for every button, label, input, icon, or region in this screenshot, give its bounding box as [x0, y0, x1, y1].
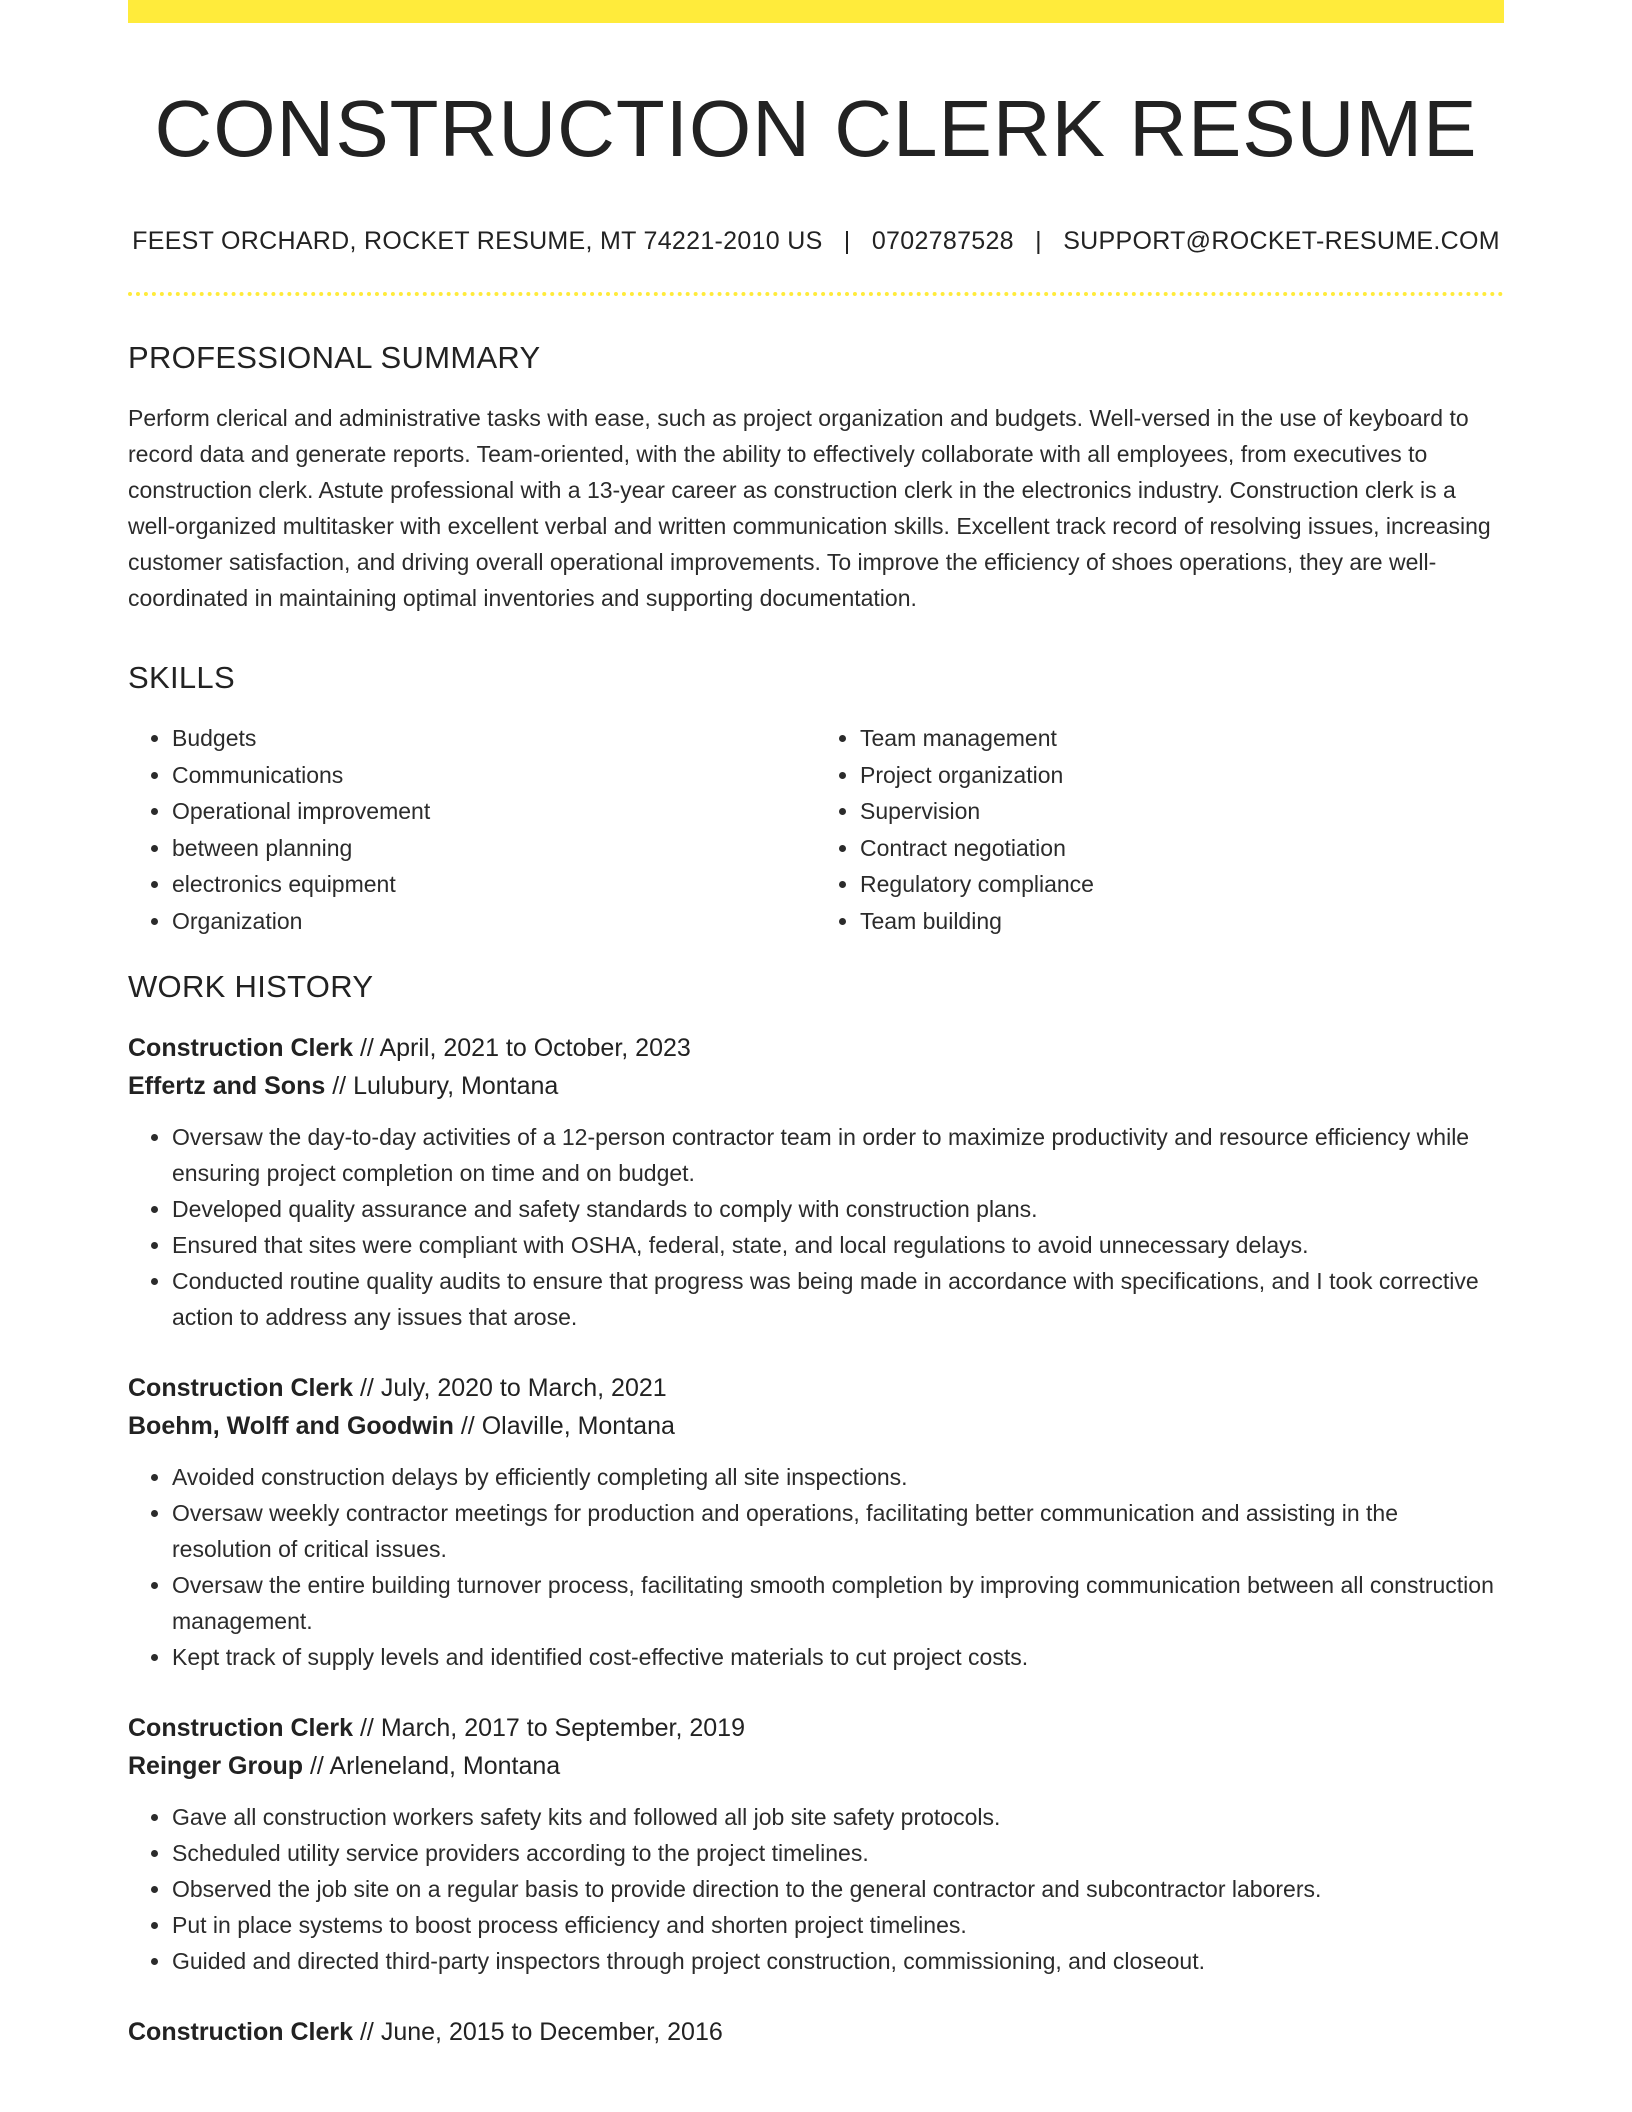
- job-separator: //: [460, 1412, 475, 1440]
- skills-column-left: [128, 720, 816, 939]
- job-title: Construction Clerk: [128, 1034, 354, 1062]
- job-bullet: • Oversaw the day-to-day activities of a 12-person contractor team in order to maximize productivity and resource efficiency while ensuring project completion on time and on budget.: [172, 1119, 1504, 1191]
- summary-heading: PROFESSIONAL SUMMARY: [128, 340, 541, 375]
- skill-item: • electronics equipment: [172, 866, 816, 903]
- job-bullet: • Oversaw weekly contractor meetings for production and operations, facilitating better communication and assisting in the resolution of critical issues.: [172, 1495, 1504, 1567]
- job-company-line: [128, 1067, 1504, 1105]
- job-separator: //: [359, 1034, 374, 1062]
- job-bullet: • Avoided construction delays by efficiently completing all site inspections.: [172, 1459, 1504, 1495]
- job-bullet: • Observed the job site on a regular basis to provide direction to the general contractor and subcontractor laborers.: [172, 1871, 1504, 1907]
- job-company-line: [128, 1747, 1504, 1785]
- job-bullets: [128, 1119, 1504, 1335]
- job-bullets: [128, 1799, 1504, 1979]
- job-dates: April, 2021 to October, 2023: [379, 1034, 691, 1062]
- work-history-heading: WORK HISTORY: [128, 969, 374, 1004]
- page-title: CONSTRUCTION CLERK RESUME: [154, 84, 1478, 173]
- job-bullet: • Oversaw the entire building turnover process, facilitating smooth completion by improving communication between all construction management.: [172, 1567, 1504, 1639]
- contact-address: FEEST ORCHARD, ROCKET RESUME, MT 74221-2010 US: [132, 227, 823, 255]
- job-dates: June, 2015 to December, 2016: [380, 2018, 723, 2046]
- job-bullet: • Developed quality assurance and safety standards to comply with construction plans.: [172, 1191, 1504, 1227]
- contact-line: [128, 227, 1504, 256]
- job-dates: March, 2017 to September, 2019: [380, 1714, 745, 1742]
- job-entry: [128, 1029, 1504, 1335]
- skill-item: • Organization: [172, 903, 816, 940]
- skill-item: • Supervision: [860, 793, 1504, 830]
- job-title-line: [128, 1029, 1504, 1067]
- job-company-line: [128, 1407, 1504, 1445]
- job-bullet: • Guided and directed third-party inspectors through project construction, commissioning, and closeout.: [172, 1943, 1504, 1979]
- skill-item: • Team building: [860, 903, 1504, 940]
- job-company: Reinger Group: [128, 1752, 304, 1780]
- skill-item: • Regulatory compliance: [860, 866, 1504, 903]
- job-bullet: • Scheduled utility service providers according to the project timelines.: [172, 1835, 1504, 1871]
- job-title: Construction Clerk: [128, 1714, 354, 1742]
- resume-page: [128, 0, 1504, 2085]
- job-bullet: • Put in place systems to boost process efficiency and shorten project timelines.: [172, 1907, 1504, 1943]
- job-separator: //: [332, 1072, 347, 1100]
- contact-email: SUPPORT@ROCKET-RESUME.COM: [1063, 227, 1500, 255]
- skill-item: • Budgets: [172, 720, 816, 757]
- job-entry: [128, 1369, 1504, 1675]
- job-location: Olaville, Montana: [481, 1412, 675, 1440]
- skills-list: [128, 720, 1504, 939]
- job-dates: July, 2020 to March, 2021: [380, 1374, 667, 1402]
- skill-item: • Team management: [860, 720, 1504, 757]
- job-title: Construction Clerk: [128, 1374, 354, 1402]
- job-location: Lulubury, Montana: [353, 1072, 559, 1100]
- skill-item: • Project organization: [860, 757, 1504, 794]
- job-location: Arleneland, Montana: [329, 1752, 561, 1780]
- job-bullet: • Kept track of supply levels and identified cost-effective materials to cut project costs.: [172, 1639, 1504, 1675]
- job-bullet: • Ensured that sites were compliant with OSHA, federal, state, and local regulations to avoid unnecessary delays.: [172, 1227, 1504, 1263]
- job-title-line: [128, 1709, 1504, 1747]
- summary-text: Perform clerical and administrative tasks with ease, such as project organization and budgets. Well-versed in the use of keyboard to record data and generate reports. Team-oriented, with the ability to effectively collaborate with all employees, from executives to construction clerk. Astute professional with a 13-year career as construction clerk in the electronics industry. Construction clerk is a well-organized multitasker with excellent verbal and written communication skills. Excellent track record of resolving issues, increasing customer satisfaction, and driving overall operational improvements. To improve the efficiency of shoes operations, they are well-coordinated in maintaining optimal inventories and supporting documentation.: [128, 405, 1491, 611]
- job-title-line: [128, 1369, 1504, 1407]
- accent-top-bar: [128, 0, 1504, 23]
- skills-heading: SKILLS: [128, 660, 235, 695]
- job-bullet: • Conducted routine quality audits to ensure that progress was being made in accordance with specifications, and I took corrective action to address any issues that arose.: [172, 1263, 1504, 1335]
- job-separator: //: [309, 1752, 324, 1780]
- skill-item: • Contract negotiation: [860, 830, 1504, 867]
- contact-separator: |: [843, 227, 851, 255]
- skill-item: • Operational improvement: [172, 793, 816, 830]
- job-bullets: [128, 1459, 1504, 1675]
- job-separator: //: [359, 2018, 374, 2046]
- job-separator: //: [359, 1374, 374, 1402]
- job-separator: //: [359, 1714, 374, 1742]
- job-bullet: • Gave all construction workers safety kits and followed all job site safety protocols.: [172, 1799, 1504, 1835]
- job-title-line: [128, 2013, 1504, 2051]
- job-entry: [128, 2013, 1504, 2051]
- skill-item: • between planning: [172, 830, 816, 867]
- job-company: Boehm, Wolff and Goodwin: [128, 1412, 454, 1440]
- dotted-divider: [128, 292, 1504, 296]
- job-entry: [128, 1709, 1504, 1979]
- skill-item: • Communications: [172, 757, 816, 794]
- skills-column-right: [816, 720, 1504, 939]
- job-company: Effertz and Sons: [128, 1072, 326, 1100]
- job-title: Construction Clerk: [128, 2018, 354, 2046]
- contact-phone: 0702787528: [871, 227, 1014, 255]
- contact-separator: |: [1035, 227, 1042, 255]
